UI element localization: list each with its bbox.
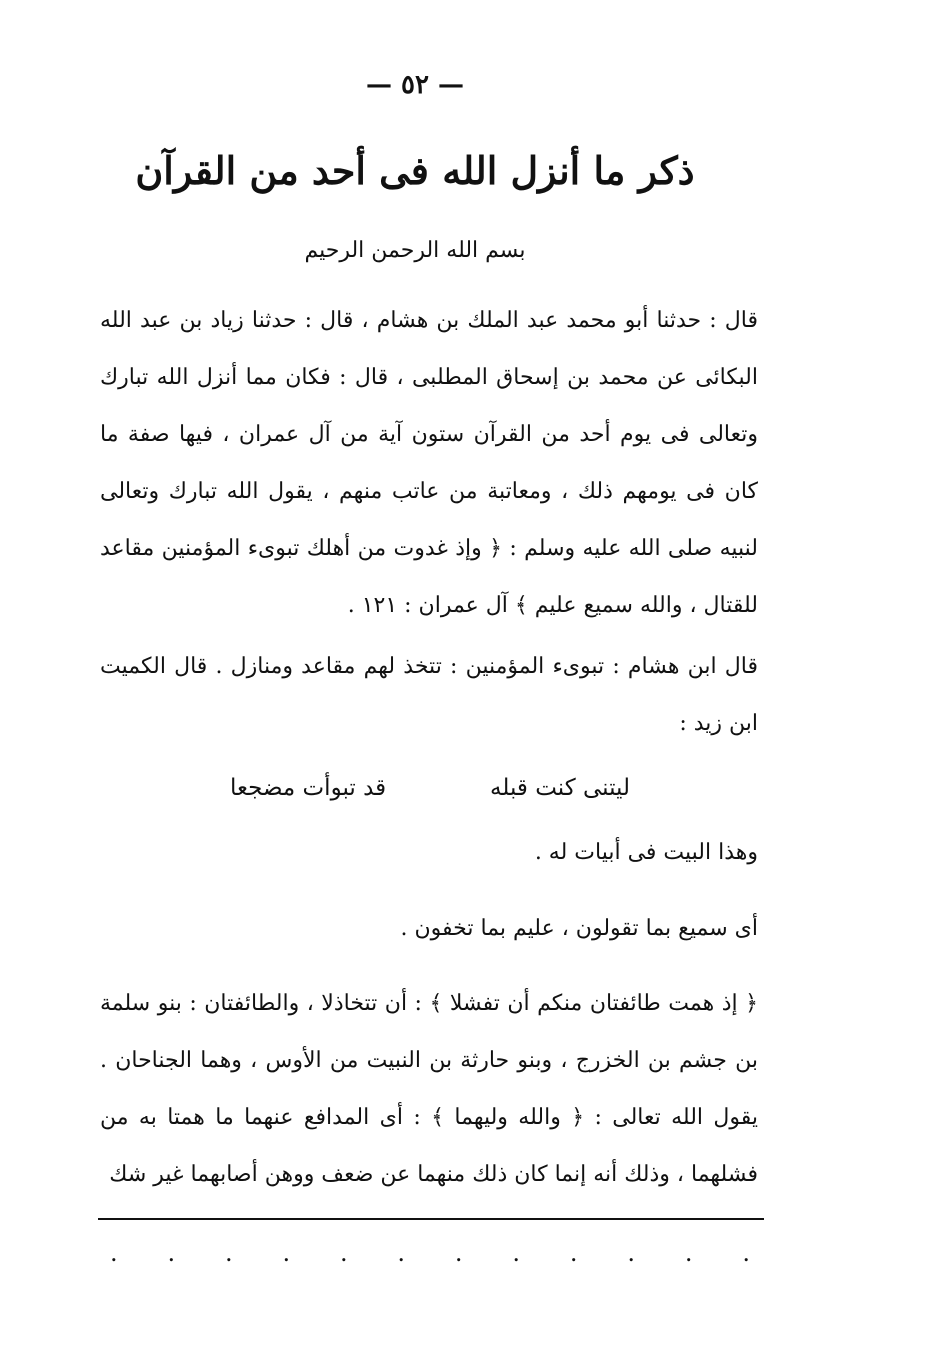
verse-second-hemistich: قد تبوأت مضجعا xyxy=(230,775,387,801)
footer-dot: . xyxy=(627,1239,635,1267)
poem-verse xyxy=(230,775,630,801)
paragraph-narration: قال : حدثنا أبو محمد عبد الملك بن هشام ، قال : حدثنا زياد بن عبد الله البكائى عن محمد بن إسحاق المطلبى ، قال : فكان مما أنزل الله تبارك وتعالى فى يوم أحد من القرآن ستون آية من آل عمران ، فيها صفة ما كان فى يومهم ذلك ، ومعاتبة من عاتب منهم ، يقول الله تبارك وتعالى لنبيه صلى الله عليه وسلم : ﴿ وإذ غدوت من أهلك تبوىء المؤمنين مقاعد للقتال ، والله سميع عليم ﴾ آل عمران : ١٢١ . xyxy=(100,308,758,618)
footer-dot: . xyxy=(742,1239,750,1267)
footer-dot: . xyxy=(454,1239,463,1267)
footer-dot: . xyxy=(224,1239,233,1267)
footer-dot: . xyxy=(684,1239,693,1267)
verse-first-hemistich: ليتنى كنت قبله xyxy=(490,775,630,801)
page-number: — ٥٢ — xyxy=(365,70,465,100)
footer-dot: . xyxy=(110,1239,118,1267)
footer-rule xyxy=(98,1218,764,1220)
paragraph-ibn-hisham-note: قال ابن هشام : تبوىء المؤمنين : تتخذ لهم مقاعد ومنازل . قال الكميت ابن زيد : xyxy=(100,654,758,736)
footer-dot: . xyxy=(167,1239,176,1267)
basmala: بسم الله الرحمن الرحيم xyxy=(304,238,526,263)
footer-dot: . xyxy=(397,1239,406,1267)
footer-dot: . xyxy=(512,1239,521,1267)
paragraph-explanation: أى سميع بما تقولون ، عليم بما تخفون . xyxy=(400,916,758,941)
footer-dot: . xyxy=(569,1239,578,1267)
paragraph-two-parties: ﴿ إذ همت طائفتان منكم أن تفشلا ﴾ : أن تتخاذلا ، والطائفتان : بنو سلمة بن جشم بن الخزرج ، وبنو حارثة بن النبيت من الأوس ، وهما الجناحان . يقول الله تعالى : ﴿ والله وليهما ﴾ : أى المدافع عنهما ما همتا به من فشلهما ، وذلك أنه إنما كان ذلك منهما عن ضعف ووهن أصابهما غير شك xyxy=(100,991,758,1187)
footer-dot: . xyxy=(339,1239,348,1267)
paragraph-verse-note: وهذا البيت فى أبيات له . xyxy=(534,840,758,865)
chapter-title: ذكر ما أنزل الله فى أحد من القرآن xyxy=(135,148,695,193)
footer-dot: . xyxy=(282,1239,291,1267)
footer-dot-leader xyxy=(110,1238,750,1268)
